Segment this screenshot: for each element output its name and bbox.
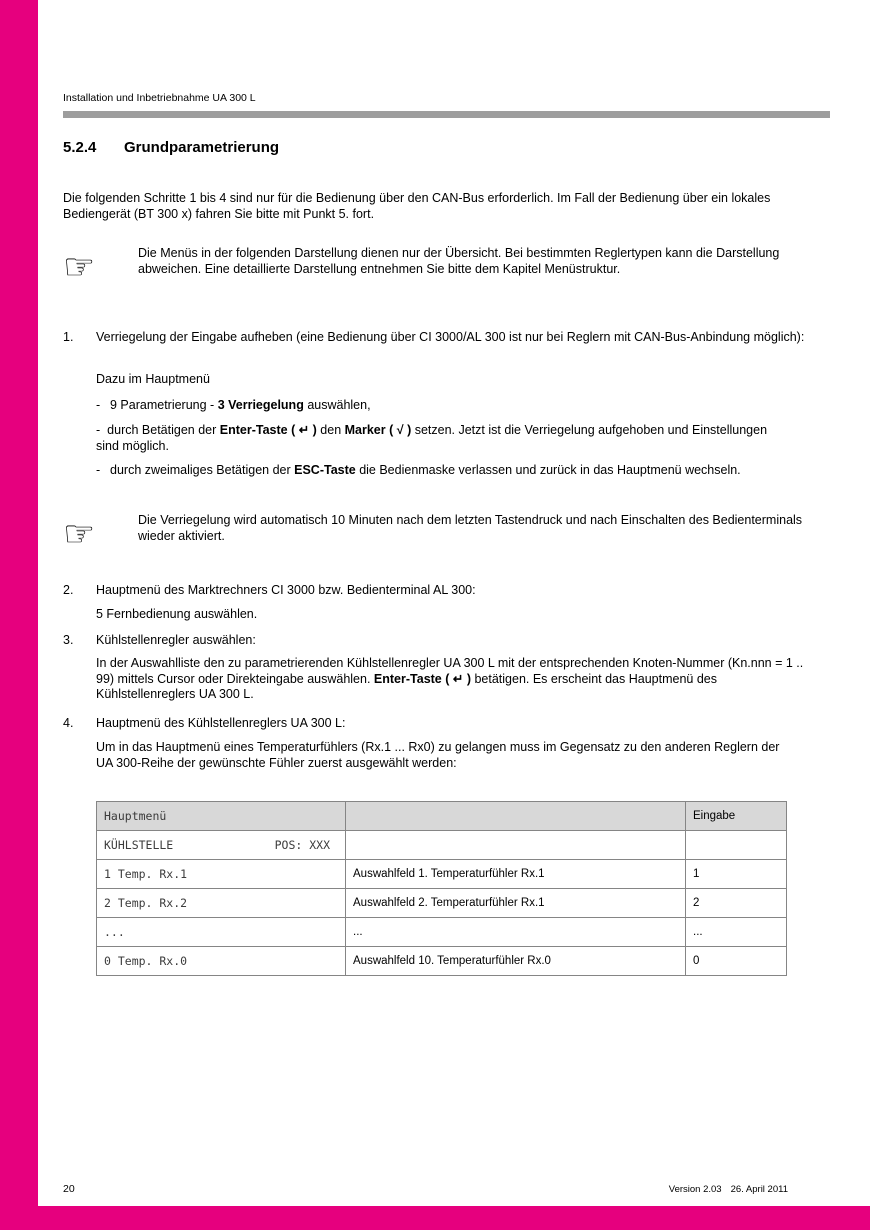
table-cell-desc: ... xyxy=(346,918,686,947)
table-header-row xyxy=(97,802,787,831)
left-accent-bar xyxy=(0,0,38,1230)
step-text: Hauptmenü des Marktrechners CI 3000 bzw. Bedienterminal AL 300: xyxy=(96,583,476,597)
step-text: Verriegelung der Eingabe aufheben (eine Bedienung über CI 3000/AL 300 ist nur bei Reglern mit CAN-Bus-Anbindung möglich): xyxy=(96,330,805,344)
table-cell-menu: 1 Temp. Rx.1 xyxy=(97,860,346,889)
table-row xyxy=(97,889,787,918)
bullet-dash: - xyxy=(96,423,101,437)
step1-subline: Dazu im Hauptmenü xyxy=(96,372,210,386)
table-cell-input: 1 xyxy=(686,860,787,889)
step-number: 2. xyxy=(63,583,74,597)
table-row xyxy=(97,860,787,889)
step3-paragraph: In der Auswahlliste den zu parametrierenden Kühlstellenregler UA 300 L mit der entsprechenden Knoten-Nummer (Kn.nnn = 1 .. 99) mittels Cursor oder Direkteingabe auswählen. Enter-Taste ( ↵ ) betätigen. Es erscheint das Hauptmenü des Kühlstellenreglers UA 300 L. xyxy=(96,656,804,701)
table-header-eingabe: Eingabe xyxy=(686,802,787,831)
table-cell-desc: Auswahlfeld 2. Temperaturfühler Rx.1 xyxy=(346,889,686,918)
table-cell-menu: 2 Temp. Rx.2 xyxy=(97,889,346,918)
table-header-empty xyxy=(346,802,686,831)
table-cell-menu: 0 Temp. Rx.0 xyxy=(97,947,346,976)
step4-paragraph: Um in das Hauptmenü eines Temperaturfühlers (Rx.1 ... Rx0) zu gelangen muss im Gegensatz zu den anderen Reglern der UA 300-Reihe der gewünschte Fühler zuerst ausgewählt werden: xyxy=(96,740,780,770)
step-text: Kühlstellenregler auswählen: xyxy=(96,633,256,647)
bullet-text: durch zweimaliges Betätigen der ESC-Taste die Bedienmaske verlassen und zurück in das Hauptmenü wechseln. xyxy=(110,463,741,477)
table-cell-desc: Auswahlfeld 1. Temperaturfühler Rx.1 xyxy=(346,860,686,889)
table-cell-desc: Auswahlfeld 10. Temperaturfühler Rx.0 xyxy=(346,947,686,976)
pointing-hand-icon: ☞ xyxy=(63,246,96,287)
note-text: Die Menüs in der folgenden Darstellung dienen nur der Übersicht. Bei bestimmten Reglertypen kann die Darstellung abweichen. Eine detaillierte Darstellung entnehmen Sie bitte dem Kapitel Menüstruktur. xyxy=(138,246,780,276)
bullet-item-c xyxy=(96,463,786,479)
table-subheader-row xyxy=(97,831,787,860)
section-number: 5.2.4 xyxy=(63,139,97,156)
pointing-hand-icon: ☞ xyxy=(63,513,96,554)
section-title: Grundparametrierung xyxy=(124,139,280,156)
table-row xyxy=(97,947,787,976)
footer-page-number: 20 xyxy=(63,1183,75,1195)
table-cell-input: ... xyxy=(686,918,787,947)
table-row xyxy=(97,918,787,947)
step2-subline: 5 Fernbedienung auswählen. xyxy=(96,607,258,621)
step-item-2 xyxy=(63,583,815,599)
note-block-2 xyxy=(63,513,812,553)
bullet-dash: - xyxy=(96,398,101,412)
intro-paragraph: Die folgenden Schritte 1 bis 4 sind nur für die Bedienung über den CAN-Bus erforderlich. Im Fall der Bedienung über ein lokales Bediengerät (BT 300 x) fahren Sie bitte mit Punkt 5. fort. xyxy=(63,191,771,221)
bullet-item-b xyxy=(96,423,786,454)
step-item-1 xyxy=(63,330,815,346)
page-header-text: Installation und Inbetriebnahme UA 300 L xyxy=(63,92,256,104)
kuehlstelle-label: KÜHLSTELLE xyxy=(104,838,174,852)
step-number: 1. xyxy=(63,330,74,344)
footer-version xyxy=(669,1184,788,1195)
footer-version-text: Version 2.03 xyxy=(668,1184,722,1195)
bullet-text: durch Betätigen der Enter-Taste ( ↵ ) den Marker ( √ ) setzen. Jetzt ist die Verriegelung aufgehoben und Einstellungen sind möglich. xyxy=(96,423,768,453)
footer-date: 26. April 2011 xyxy=(730,1184,788,1195)
bottom-accent-bar xyxy=(0,1206,870,1230)
bullet-dash: - xyxy=(96,463,101,477)
step-number: 4. xyxy=(63,716,74,730)
bullet-item-a xyxy=(96,398,786,414)
page-footer xyxy=(63,1183,788,1195)
note-text: Die Verriegelung wird automatisch 10 Minuten nach dem letzten Tastendruck und nach Einschalten des Bedienterminals wieder aktiviert. xyxy=(138,513,803,543)
table-cell-menu: ... xyxy=(97,918,346,947)
step-text: Hauptmenü des Kühlstellenreglers UA 300 L: xyxy=(96,716,346,730)
table-cell-input: 2 xyxy=(686,889,787,918)
header-rule xyxy=(63,111,830,118)
note-block-1 xyxy=(63,246,812,286)
table-cell-input: 0 xyxy=(686,947,787,976)
pos-label: POS: XXX xyxy=(274,838,330,852)
section-heading xyxy=(63,139,279,156)
step-number: 3. xyxy=(63,633,74,647)
step-item-3 xyxy=(63,633,815,649)
menu-table xyxy=(96,801,787,976)
step-item-4 xyxy=(63,716,815,732)
table-header-hauptmenu: Hauptmenü xyxy=(97,802,346,831)
bullet-text: 9 Parametrierung - 3 Verriegelung auswählen, xyxy=(110,398,371,412)
table-cell-kuehlstelle xyxy=(97,831,346,860)
